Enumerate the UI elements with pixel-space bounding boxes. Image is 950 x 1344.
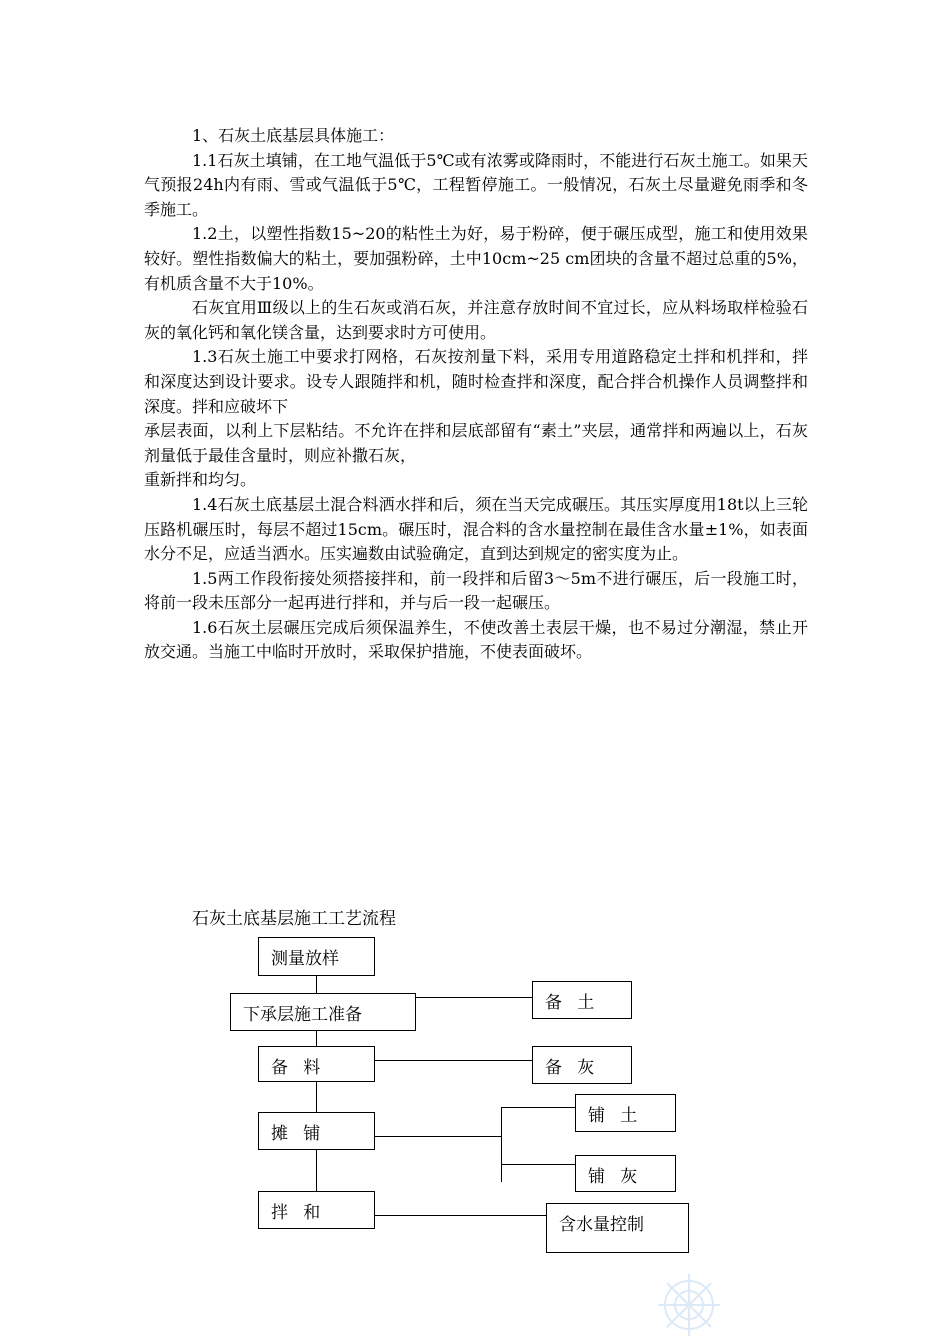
flow-step-materials: 备料 [258,1046,375,1082]
watermark-emblem-icon [654,1270,724,1340]
paragraph: 1.6石灰土层碾压完成后须保温养生，不使改善土表层干燥，也不易过分潮湿，禁止开放交通。当施工中临时开放时，采取保护措施，不使表面破坏。 [144,617,808,662]
flow-step-spreading: 摊铺 [258,1112,375,1150]
flow-step-prepare-lime: 备灰 [532,1046,632,1084]
flow-step-spread-lime: 铺灰 [575,1155,676,1192]
paragraph: 1.1石灰土填铺，在工地气温低于5℃或有浓雾或降雨时，不能进行石灰土施工。如果天气预报24h内有雨、雪或气温低于5℃，工程暂停施工。一般情况，石灰土尽量避免雨季和冬季施工。 [144,150,808,219]
paragraph: 承层表面，以利上下层粘结。不允许在拌和层底部留有“素土”夹层，通常拌和两遍以上，石灰剂量低于最佳含量时，则应补撒石灰， [144,421,808,465]
body-text [144,124,808,665]
flow-step-prepare-soil: 备土 [532,981,632,1019]
flow-connector [501,1107,502,1182]
flow-step-spread-soil: 铺土 [575,1094,676,1132]
flow-connector [501,1164,575,1165]
flow-connector [374,1060,532,1061]
flowchart-title: 石灰土底基层施工工艺流程 [192,909,396,929]
flow-step-moisture-control: 含水量控制 [546,1203,689,1253]
flow-connector [374,1215,546,1216]
paragraph: 1.5两工作段衔接处须搭接拌和，前一段拌和后留3～5m不进行碾压，后一段施工时，将前一段未压部分一起再进行拌和，并与后一段一起碾压。 [144,568,808,613]
flow-step-mixing: 拌和 [258,1191,375,1229]
paragraph: 1.3石灰土施工中要求打网格，石灰按剂量下料，采用专用道路稳定土拌和机拌和，拌和深度达到设计要求。设专人跟随拌和机，随时检查拌和深度，配合拌合机操作人员调整拌和深度。拌和应破坏下 [144,347,808,416]
paragraph: 1.4石灰土底基层土混合料洒水拌和后，须在当天完成碾压。其压实厚度用18t以上三轮压路机碾压时，每层不超过15cm。碾压时，混合料的含水量控制在最佳含水量±1%，如表面水分不足，应适当洒水。压实遍数由试验确定，直到达到规定的密实度为止。 [144,494,808,564]
section-heading: 1、石灰土底基层具体施工： [192,126,395,145]
flow-connector [374,1136,502,1137]
flow-step-subgrade-prep: 下承层施工准备 [230,993,416,1031]
paragraph: 重新拌和均匀。 [144,470,257,490]
flow-connector [501,1107,575,1108]
flow-step-survey: 测量放样 [258,937,375,976]
paragraph: 1.2土，以塑性指数15~20的粘性土为好，易于粉碎，便于碾压成型，施工和使用效果较好。塑性指数偏大的粘土，要加强粉碎，土中10cm~25 cm团块的含量不超过总重的5%，有机质含量不大于10%。 [144,224,808,293]
flow-connector [416,997,532,998]
paragraph: 石灰宜用Ⅲ级以上的生石灰或消石灰，并注意存放时间不宜过长，应从料场取样检验石灰的氧化钙和氧化镁含量，达到要求时方可使用。 [144,298,808,342]
